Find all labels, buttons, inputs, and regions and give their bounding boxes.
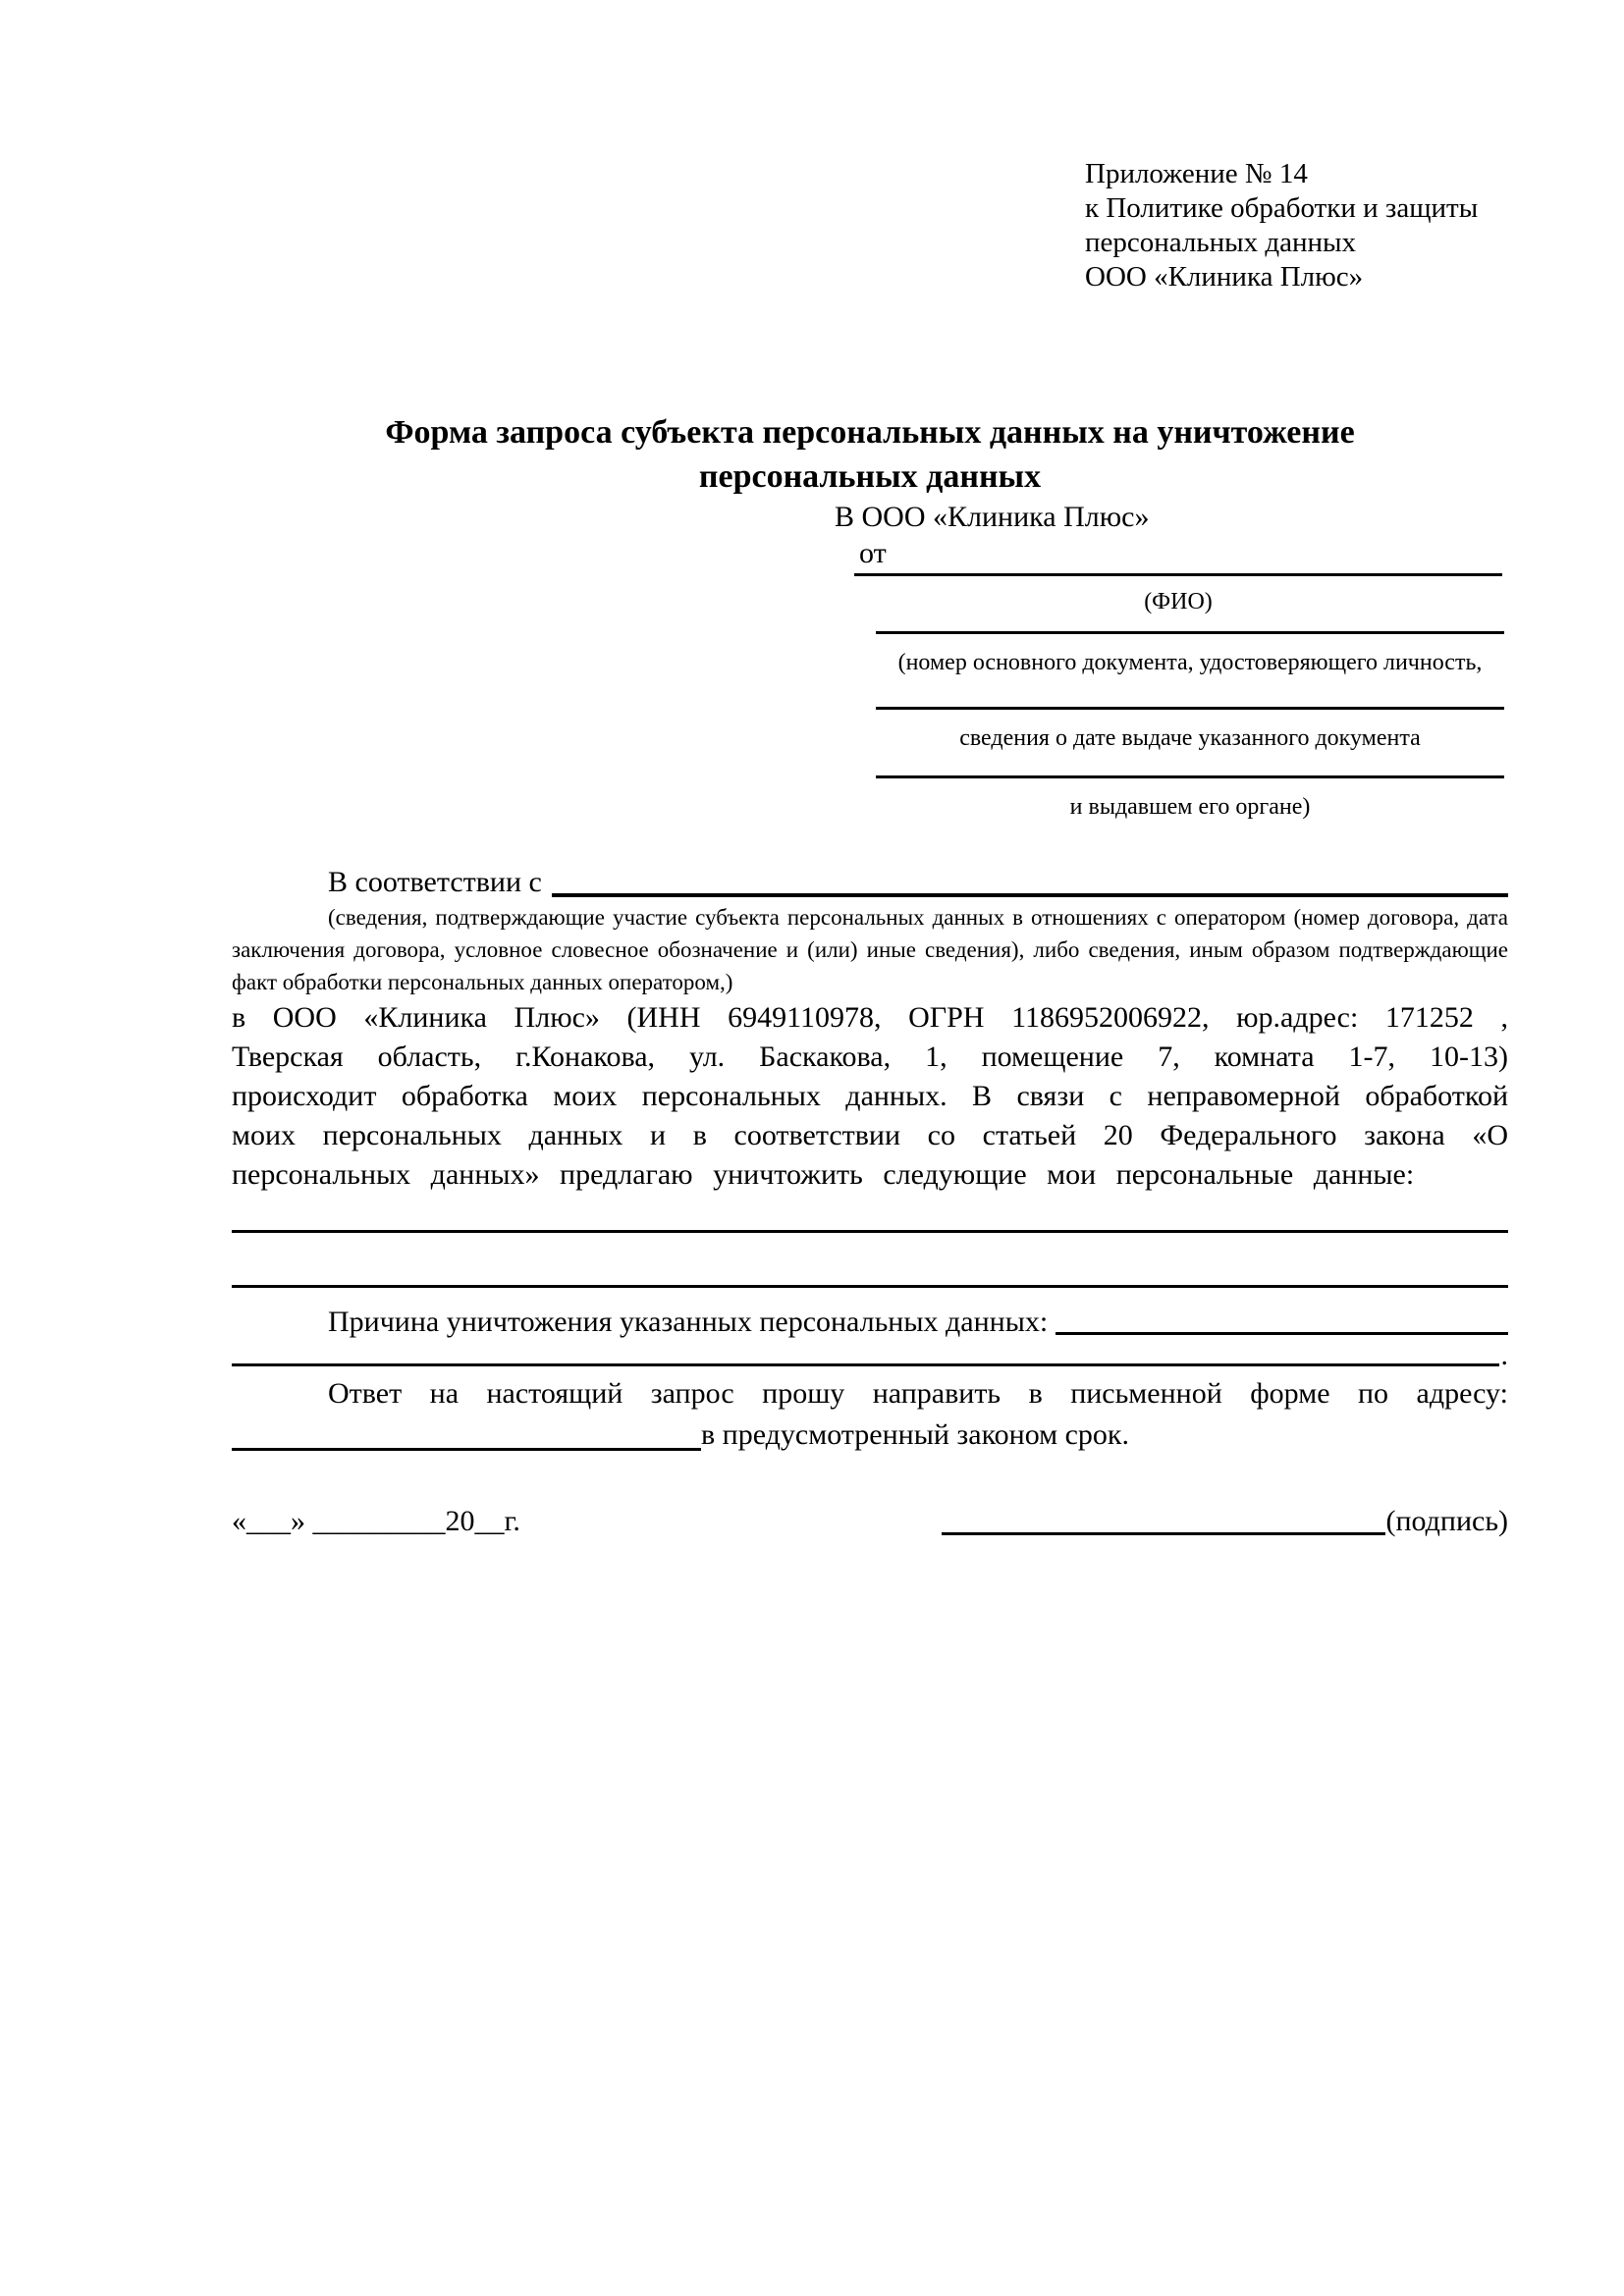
from-label: от (859, 537, 887, 569)
personal-data-blank-line-2[interactable] (232, 1285, 1508, 1288)
issue-date-caption: сведения о дате выдаче указанного документа (959, 725, 1421, 751)
appendix-header (1085, 157, 1508, 294)
reply-address-blank-line[interactable] (232, 1448, 701, 1451)
signature-blank-line[interactable] (942, 1532, 1385, 1535)
appendix-line: к Политике обработки и защиты (1085, 192, 1479, 224)
document-title: Форма запроса субъекта персональных данных на уничтожение персональных данных (385, 414, 1355, 495)
personal-data-blank-line-1[interactable] (232, 1230, 1508, 1233)
document-number-blank-line[interactable] (876, 631, 1504, 634)
reason-label: Причина уничтожения указанных персональных данных: (328, 1306, 1049, 1338)
reason-continuation-row (232, 1339, 1508, 1371)
reason-row (232, 1302, 1508, 1339)
appendix-line: персональных данных (1085, 227, 1357, 258)
signature-caption: (подпись) (1385, 1505, 1508, 1537)
reason-blank-line-2[interactable] (232, 1363, 1499, 1366)
appendix-line: Приложение № 14 (1085, 158, 1308, 189)
accordance-blank-line[interactable] (552, 893, 1508, 897)
addressee-line: В ООО «Клиника Плюс» (835, 501, 1150, 533)
document-content (232, 157, 1508, 1541)
date-blank[interactable]: «___» _________20__г. (232, 1505, 520, 1537)
accordance-footnote: (сведения, подтверждающие участие субъекта персональных данных в отношениях с оператором (номер договора, дата заключения договора, условное словесное обозначение и (или) иные сведения), либо сведения, иным образом подтверждающие факт обработки персональных данных оператором,) (232, 905, 1508, 994)
body-paragraph: в ООО «Клиника Плюс» (ИНН 6949110978, ОГРН 1186952006922, юр.адрес: 171252 , Тверская область, г.Конакова, ул. Баскакова, 1, помещение 7, комната 1-7, 10-13) происходит обработка моих персональных данных. В связи с неправомерной обработкой моих персональных данных и в соответствии со статьей 20 Федерального закона «О персональных данных» предлагаю уничтожить следующие мои персональные данные: (232, 1001, 1508, 1191)
reply-tail-text: в предусмотренный законом срок. (701, 1418, 1129, 1451)
issuing-authority-caption: и выдавшем его органе) (1069, 794, 1311, 820)
date-signature-row (232, 1502, 1508, 1541)
fio-caption: (ФИО) (1144, 589, 1213, 614)
reply-sentence: Ответ на настоящий запрос прошу направить в письменной форме по адресу: (328, 1377, 1508, 1410)
reason-line-terminator: . (1500, 1339, 1508, 1371)
reason-blank-line[interactable] (1056, 1332, 1508, 1335)
reply-address-row (232, 1415, 1508, 1455)
accordance-label: В соответствии с (328, 866, 542, 898)
issue-date-blank-line[interactable] (876, 707, 1504, 710)
issuing-authority-blank-line[interactable] (876, 775, 1504, 778)
accordance-row (232, 862, 1508, 899)
signature-group (942, 1502, 1508, 1541)
document-number-caption: (номер основного документа, удостоверяющего личность, (897, 650, 1483, 675)
appendix-line: ООО «Клиника Плюс» (1085, 261, 1364, 293)
fio-blank-line[interactable] (854, 573, 1502, 576)
